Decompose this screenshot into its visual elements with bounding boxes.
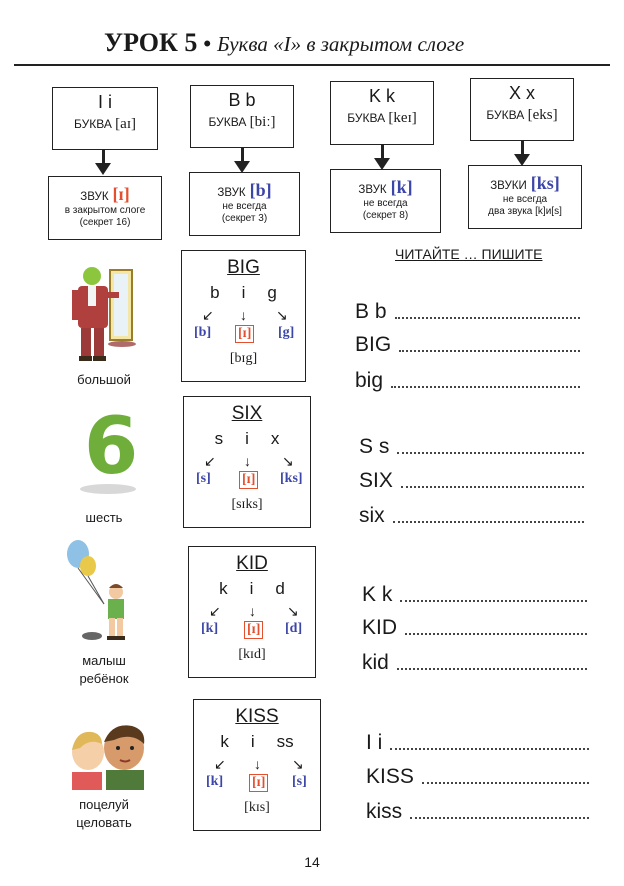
vowel-sound-tag: [ɪ] (239, 471, 258, 489)
word-letter: i (245, 429, 249, 448)
arrow-down-left-icon: ↙ (202, 307, 214, 323)
sound-label: ЗВУК (358, 184, 387, 196)
writing-line[interactable] (395, 317, 580, 319)
sound-note: не всегда (502, 194, 548, 205)
writing-line[interactable] (397, 668, 587, 670)
arrow-down-right-icon: ↘ (282, 453, 294, 469)
word-box-kiss (193, 699, 321, 831)
caption-line: ребёнок (79, 671, 129, 686)
practice-word: B b (355, 300, 387, 323)
caption-kiss (54, 796, 154, 832)
letter-box-b (190, 85, 294, 148)
practice-word: I i (366, 731, 383, 754)
practice-line (366, 801, 589, 823)
practice-word: KISS (366, 765, 414, 788)
sound-tag: [k] (206, 774, 224, 789)
sound-symbol: [ɪ] (112, 184, 130, 204)
vowel-sound-tag: [ɪ] (244, 621, 263, 639)
sound-box-ks (468, 165, 582, 229)
word-letter: k (219, 579, 228, 598)
sound-secret: (секрет 3) (221, 213, 268, 224)
word-box-big (181, 250, 306, 382)
practice-line (366, 766, 589, 788)
caption-line: малыш (82, 653, 126, 668)
word-transcription: [kɪs] (244, 800, 270, 815)
word-transcription: [bɪg] (229, 351, 258, 366)
writing-line[interactable] (422, 782, 589, 784)
word-letter: x (270, 429, 280, 448)
writing-line[interactable] (410, 817, 589, 819)
writing-line[interactable] (401, 486, 584, 488)
practice-line (359, 505, 584, 527)
word-title: SIX (231, 403, 263, 424)
caption-line: поцелуй (79, 797, 129, 812)
caption-kid (54, 652, 154, 688)
lesson-topic: Буква «I» в закрытом слоге (217, 32, 465, 56)
practice-word: S s (359, 435, 390, 458)
caption-big (54, 371, 154, 389)
writing-line[interactable] (399, 350, 580, 352)
arrow-down-left-icon: ↙ (214, 756, 226, 772)
sound-box-b (189, 172, 300, 236)
writing-line[interactable] (397, 452, 584, 454)
letter-label: БУКВА (208, 115, 247, 129)
sound-symbol: [k] (390, 177, 413, 197)
letter-box-x (470, 78, 574, 141)
letter-transcription: [eks] (527, 107, 558, 123)
writing-line[interactable] (400, 600, 587, 602)
letter-pair: I i (97, 92, 112, 112)
writing-line[interactable] (405, 633, 587, 635)
sound-tag: [ks] (280, 471, 303, 486)
practice-line (359, 436, 584, 458)
letter-pair: K k (368, 86, 395, 106)
arrow-down-right-icon: ↘ (287, 603, 299, 619)
caption-line: целовать (76, 815, 132, 830)
sound-tag: [k] (201, 621, 219, 636)
word-letter: d (275, 579, 285, 598)
word-box-six (183, 396, 311, 528)
practice-line (366, 732, 589, 754)
sound-secret: два звука [k]и[s] (488, 206, 562, 217)
letter-transcription: [biː] (249, 114, 276, 130)
practice-line (355, 334, 580, 356)
practice-word: six (359, 504, 385, 527)
boy-illustration (64, 262, 144, 372)
word-transcription: [sɪks] (231, 497, 263, 512)
practice-word: KID (362, 616, 398, 639)
word-letter: b (210, 283, 220, 302)
sound-box-i (48, 176, 162, 240)
practice-word: kid (362, 651, 389, 674)
word-letter: s (214, 429, 224, 448)
sound-tag: [d] (285, 621, 303, 636)
practice-line (355, 370, 580, 392)
arrow-down-icon: ↓ (249, 603, 256, 619)
arrow-down-icon: ↓ (254, 756, 261, 772)
practice-word: K k (362, 583, 393, 606)
arrow-down-icon: ↓ (240, 307, 247, 323)
writing-line[interactable] (391, 386, 580, 388)
vowel-sound-tag: [ɪ] (235, 325, 254, 343)
sound-note: в закрытом слоге (64, 205, 146, 216)
kid-with-balloons-illustration (64, 538, 144, 648)
arrow-down-right-icon: ↘ (276, 307, 288, 323)
practice-word: SIX (359, 469, 393, 492)
lesson-title: УРОК 5 (104, 28, 198, 57)
word-title: BIG (227, 257, 260, 278)
letter-box-k (330, 81, 434, 145)
sound-box-k (330, 169, 441, 233)
sound-note: не всегда (222, 201, 267, 212)
header-divider (14, 64, 610, 66)
number-six-illustration (78, 402, 148, 500)
practice-line (362, 652, 587, 674)
word-letter: i (249, 579, 254, 598)
word-letter: k (220, 732, 229, 751)
sound-secret: (секрет 16) (79, 217, 131, 228)
practice-word: BIG (355, 333, 392, 356)
kissing-children-illustration (62, 718, 158, 790)
arrow-down-right-icon: ↘ (292, 756, 304, 772)
sound-symbol: [b] (249, 180, 272, 200)
sound-label: ЗВУКИ (490, 180, 527, 192)
practice-line (355, 301, 580, 323)
word-transcription: [kɪd] (238, 647, 266, 662)
word-letter: g (267, 283, 277, 302)
sound-tag: [b] (194, 325, 212, 340)
arrow-down-left-icon: ↙ (204, 453, 216, 469)
caption-line: большой (77, 372, 131, 387)
letter-transcription: [aɪ] (115, 116, 136, 132)
practice-word: kiss (366, 800, 403, 823)
arrow-down-icon: ↓ (244, 453, 251, 469)
letter-label: БУКВА (486, 108, 525, 122)
sound-note: не всегда (363, 198, 408, 209)
practice-line (362, 617, 587, 639)
word-title: KID (236, 553, 268, 574)
writing-line[interactable] (393, 521, 584, 523)
word-letter: i (241, 283, 246, 302)
title-bullet: • (203, 31, 212, 56)
word-box-kid (188, 546, 316, 678)
sound-tag: [g] (278, 325, 295, 340)
read-write-title: ЧИТАЙТЕ … ПИШИТЕ (395, 246, 543, 262)
vowel-sound-tag: [ɪ] (249, 774, 268, 792)
word-title: KISS (235, 706, 279, 727)
numeral: 6 (84, 402, 139, 492)
letter-pair: X x (508, 83, 535, 103)
sound-label: ЗВУК (80, 191, 109, 203)
letter-box-i (52, 87, 158, 150)
letter-transcription: [keɪ] (388, 110, 417, 126)
word-letter: ss (276, 732, 294, 751)
practice-line (359, 470, 584, 492)
caption-six (54, 509, 154, 527)
practice-line (362, 584, 587, 606)
writing-line[interactable] (390, 748, 589, 750)
caption-line: шесть (85, 510, 123, 525)
letter-pair: B b (228, 90, 256, 110)
word-letter: i (250, 732, 255, 751)
arrow-down-left-icon: ↙ (209, 603, 221, 619)
sound-label: ЗВУК (217, 187, 246, 199)
sound-tag: [s] (196, 471, 211, 486)
letter-label: БУКВА (74, 117, 112, 131)
sound-symbol: [ks] (530, 173, 560, 193)
sound-secret: (секрет 8) (362, 210, 409, 221)
page-number: 14 (304, 854, 320, 870)
letter-label: БУКВА (347, 111, 386, 125)
page-header (104, 28, 574, 58)
practice-word: big (355, 369, 384, 392)
sound-tag: [s] (292, 774, 307, 789)
